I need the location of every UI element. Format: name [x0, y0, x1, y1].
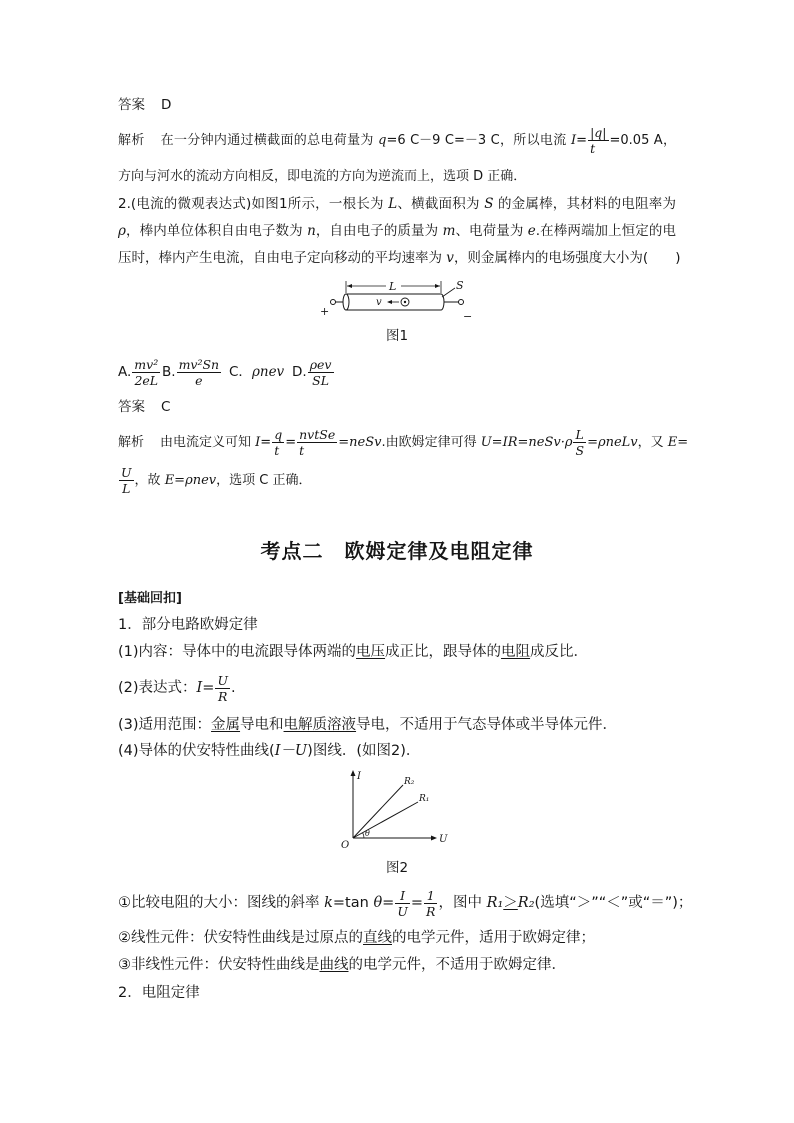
y-axis-arrow-icon [351, 770, 356, 776]
math-eq: = [576, 133, 588, 148]
option-b [162, 355, 222, 389]
point-2 [118, 928, 676, 948]
math-var: n [307, 223, 316, 239]
question-number: 2. [118, 196, 131, 212]
line-r1 [353, 802, 418, 838]
item-title-text: 2．电阻定律 [118, 985, 200, 1001]
math-expr: E=ρnev [164, 473, 217, 488]
underlined-answer: 直线 [363, 930, 392, 946]
math-eq: = [285, 435, 297, 450]
analysis-label: 解析 [118, 133, 145, 148]
section-heading [0, 537, 794, 565]
fraction-numerator: mv²Sn [178, 356, 220, 372]
dimension-arrow-left-icon [347, 284, 352, 288]
body-text: ②线性元件：伏安特性曲线是过原点的 [118, 930, 363, 946]
math-var: I [255, 435, 261, 450]
paragraph-3 [118, 715, 676, 735]
math-var: L [388, 196, 398, 212]
question-text: .在棒两端加上恒定的电 [535, 223, 676, 239]
body-text: (3)适用范围： [118, 717, 212, 733]
fraction-denominator: t [299, 443, 305, 458]
answer-value: C [161, 399, 171, 415]
fraction-numerator: U [121, 465, 132, 480]
question-text: 的金属棒，其材料的电阻率为 [493, 196, 676, 212]
fraction-numerator: nvtSe [299, 427, 336, 442]
fraction [119, 465, 134, 496]
figure-1-caption [0, 326, 794, 346]
line-r2 [353, 785, 403, 838]
body-text: 的电学元件，不适用于欧姆定律． [348, 957, 566, 973]
analysis-text: .由欧姆定律可得 [381, 435, 481, 450]
left-terminal [331, 300, 336, 305]
option-value: ρnev [251, 364, 285, 380]
option-letter: D. [292, 364, 307, 380]
analysis-text: 由电流定义可知 [160, 435, 256, 450]
math-eq: = [410, 895, 424, 911]
math-expr: U=IR=neSv·ρ [480, 435, 573, 450]
question-2-line-2 [118, 221, 676, 241]
fraction-numerator: L [573, 427, 586, 443]
answer-label: 答案 [118, 97, 145, 113]
fraction-denominator: SL [312, 372, 330, 388]
question-2-line-1 [118, 194, 676, 214]
fraction-denominator: e [195, 372, 203, 388]
fraction [308, 357, 334, 388]
body-text: (选填“＞”“＜”或“＝”)； [534, 895, 693, 911]
point-1 [118, 886, 693, 920]
analysis-text: 方向与河水的流动方向相反，即电流的方向为逆流而上，选项 D 正确． [118, 169, 527, 184]
figure-1-metal-rod [312, 274, 477, 324]
question-2-line-3 [118, 248, 681, 268]
fraction-denominator: t [590, 141, 596, 156]
caption-text: 图1 [385, 328, 409, 344]
body-text: 的电学元件，适用于欧姆定律； [392, 930, 595, 946]
underlined-answer: ＞ [503, 895, 518, 911]
length-label: L [389, 280, 397, 293]
electron-core-icon [404, 301, 406, 303]
x-axis-arrow-icon [431, 836, 437, 841]
y-axis-label: I [357, 771, 361, 782]
underlined-answer: 电阻 [501, 644, 531, 660]
answer-line-2 [118, 397, 676, 417]
analysis-label: 解析 [118, 435, 145, 450]
body-text: 导电，不适用于气态导体或半导体元件． [356, 717, 618, 733]
body-text: =tan [332, 895, 374, 911]
analysis-text: 在一分钟内通过横截面的总电荷量为 [160, 133, 379, 148]
item-1-title [118, 615, 676, 635]
option-letter: B. [162, 364, 176, 380]
fraction-numerator: I [395, 888, 410, 904]
analysis-text: ，又 [637, 435, 668, 450]
math-eq: = [382, 895, 395, 911]
negative-terminal-label: − [463, 310, 473, 323]
analysis-2-line-1 [118, 426, 689, 460]
math-expr: E= [667, 435, 689, 450]
fraction-denominator: U [397, 903, 408, 919]
analysis-text: =6 C－9 C=－3 C，所以电流 [386, 133, 572, 148]
fraction [132, 357, 160, 388]
question-text: 、电荷量为 [455, 223, 528, 239]
option-d [292, 355, 335, 389]
area-label: S [456, 279, 464, 292]
caption-text: 图2 [385, 860, 409, 876]
subheading-text: [基础回扣] [118, 591, 182, 606]
body-text: ①比较电阻的大小：图线的斜率 [118, 895, 325, 911]
figure-2-caption [0, 858, 794, 878]
option-a [118, 355, 161, 389]
math-var: q [378, 133, 387, 148]
fraction [395, 888, 410, 919]
question-text: ，则金属棒内的电场强度大小为( ) [453, 250, 681, 266]
angle-arc [363, 833, 364, 838]
analysis-text: ，选项 C 正确． [216, 473, 312, 488]
analysis-2-line-2 [118, 464, 676, 498]
question-text: 、横截面积为 [397, 196, 485, 212]
fraction-numerator: mv² [134, 356, 159, 372]
figure-2-iu-graph [338, 765, 453, 851]
math-var: e [527, 223, 536, 239]
fraction-denominator: 2eL [134, 372, 159, 388]
underlined-answer: 金属 [211, 717, 241, 733]
line-r2-label: R₂ [404, 777, 415, 787]
analysis-text: =0.05 A， [609, 133, 676, 148]
question-text: ，棒内单位体积自由电子数为 [125, 223, 308, 239]
fraction [272, 427, 284, 458]
math-var: m [442, 223, 456, 239]
fraction-denominator: R [426, 903, 436, 919]
paragraph-2 [118, 671, 676, 705]
analysis-text: ，故 [134, 473, 165, 488]
right-terminal [459, 300, 464, 305]
math-var: θ [373, 895, 383, 911]
math-var: ρ [118, 223, 126, 239]
underlined-answer: 电压 [356, 644, 386, 660]
body-text: ③非线性元件：伏安特性曲线是 [118, 957, 320, 973]
math-var: k [324, 895, 333, 911]
positive-terminal-label: + [320, 305, 330, 318]
body-text: (4)导体的伏安特性曲线( [118, 743, 275, 759]
math-expr: =ρneLv [587, 435, 638, 450]
fraction [215, 673, 230, 704]
fraction-numerator: 1 [424, 888, 437, 904]
section-heading-text: 考点二 欧姆定律及电阻定律 [260, 539, 534, 563]
math-var: v [446, 250, 454, 266]
line-r1-label: R₁ [419, 794, 430, 804]
fraction-numerator: |q| [590, 125, 607, 140]
analysis-1-line-1 [118, 124, 676, 158]
body-text: 成正比，跟导体的 [385, 644, 502, 660]
math-var: S [484, 196, 494, 212]
subheading [118, 589, 676, 609]
origin-label: O [341, 840, 350, 851]
paragraph-1 [118, 642, 676, 662]
fraction [297, 427, 337, 458]
option-letter: C． [229, 364, 252, 380]
math-var: R₁ [486, 895, 504, 911]
fraction-denominator: L [122, 481, 131, 496]
math-var: I [571, 133, 577, 148]
body-text: . [230, 680, 236, 696]
point-3 [118, 955, 676, 975]
rod-left-end [343, 294, 349, 310]
body-text: (1)内容：导体中的电流跟导体两端的 [118, 644, 357, 660]
item-2-title [118, 983, 676, 1003]
fraction-denominator: S [575, 443, 585, 458]
fraction-numerator: ρev [309, 356, 332, 372]
body-text: )图线．(如图2)． [307, 743, 421, 759]
analysis-1-line-2 [118, 167, 676, 187]
dimension-arrow-right-icon [435, 284, 440, 288]
option-c [229, 355, 284, 389]
fraction [424, 888, 437, 919]
math-eq: = [202, 680, 215, 696]
underlined-answer: 电解质溶液 [283, 717, 357, 733]
fraction-denominator: t [274, 443, 280, 458]
answer-line-1 [118, 95, 676, 115]
body-text: 导电和 [240, 717, 284, 733]
math-eq: = [260, 435, 272, 450]
fraction [588, 125, 608, 156]
fraction [177, 357, 222, 388]
fraction-numerator: q [274, 427, 283, 442]
question-text: 如图1所示，一根长为 [251, 196, 389, 212]
body-text: 成反比． [530, 644, 589, 660]
math-var: I [196, 680, 203, 696]
x-axis-label: U [439, 834, 448, 845]
fraction [573, 427, 586, 458]
velocity-label: v [376, 297, 382, 308]
question-text: ，自由电子的质量为 [315, 223, 443, 239]
answer-label: 答案 [118, 399, 145, 415]
answer-value: D [161, 97, 172, 113]
fraction-numerator: U [217, 672, 228, 688]
underlined-answer: 曲线 [319, 957, 349, 973]
area-leader-line [442, 288, 455, 297]
angle-label: θ [365, 829, 370, 838]
body-text: ，图中 [438, 895, 487, 911]
paragraph-4 [118, 741, 676, 761]
math-expr: =neSv [338, 435, 382, 450]
question-topic: (电流的微观表达式) [130, 196, 252, 212]
body-text: (2)表达式： [118, 680, 197, 696]
math-expr: I－U [274, 743, 308, 759]
math-var: R₂ [517, 895, 535, 911]
item-title-text: 1．部分电路欧姆定律 [118, 617, 258, 633]
question-text: 压时，棒内产生电流，自由电子定向移动的平均速率为 [118, 250, 447, 266]
fraction-denominator: R [218, 688, 228, 704]
option-letter: A. [118, 364, 132, 380]
